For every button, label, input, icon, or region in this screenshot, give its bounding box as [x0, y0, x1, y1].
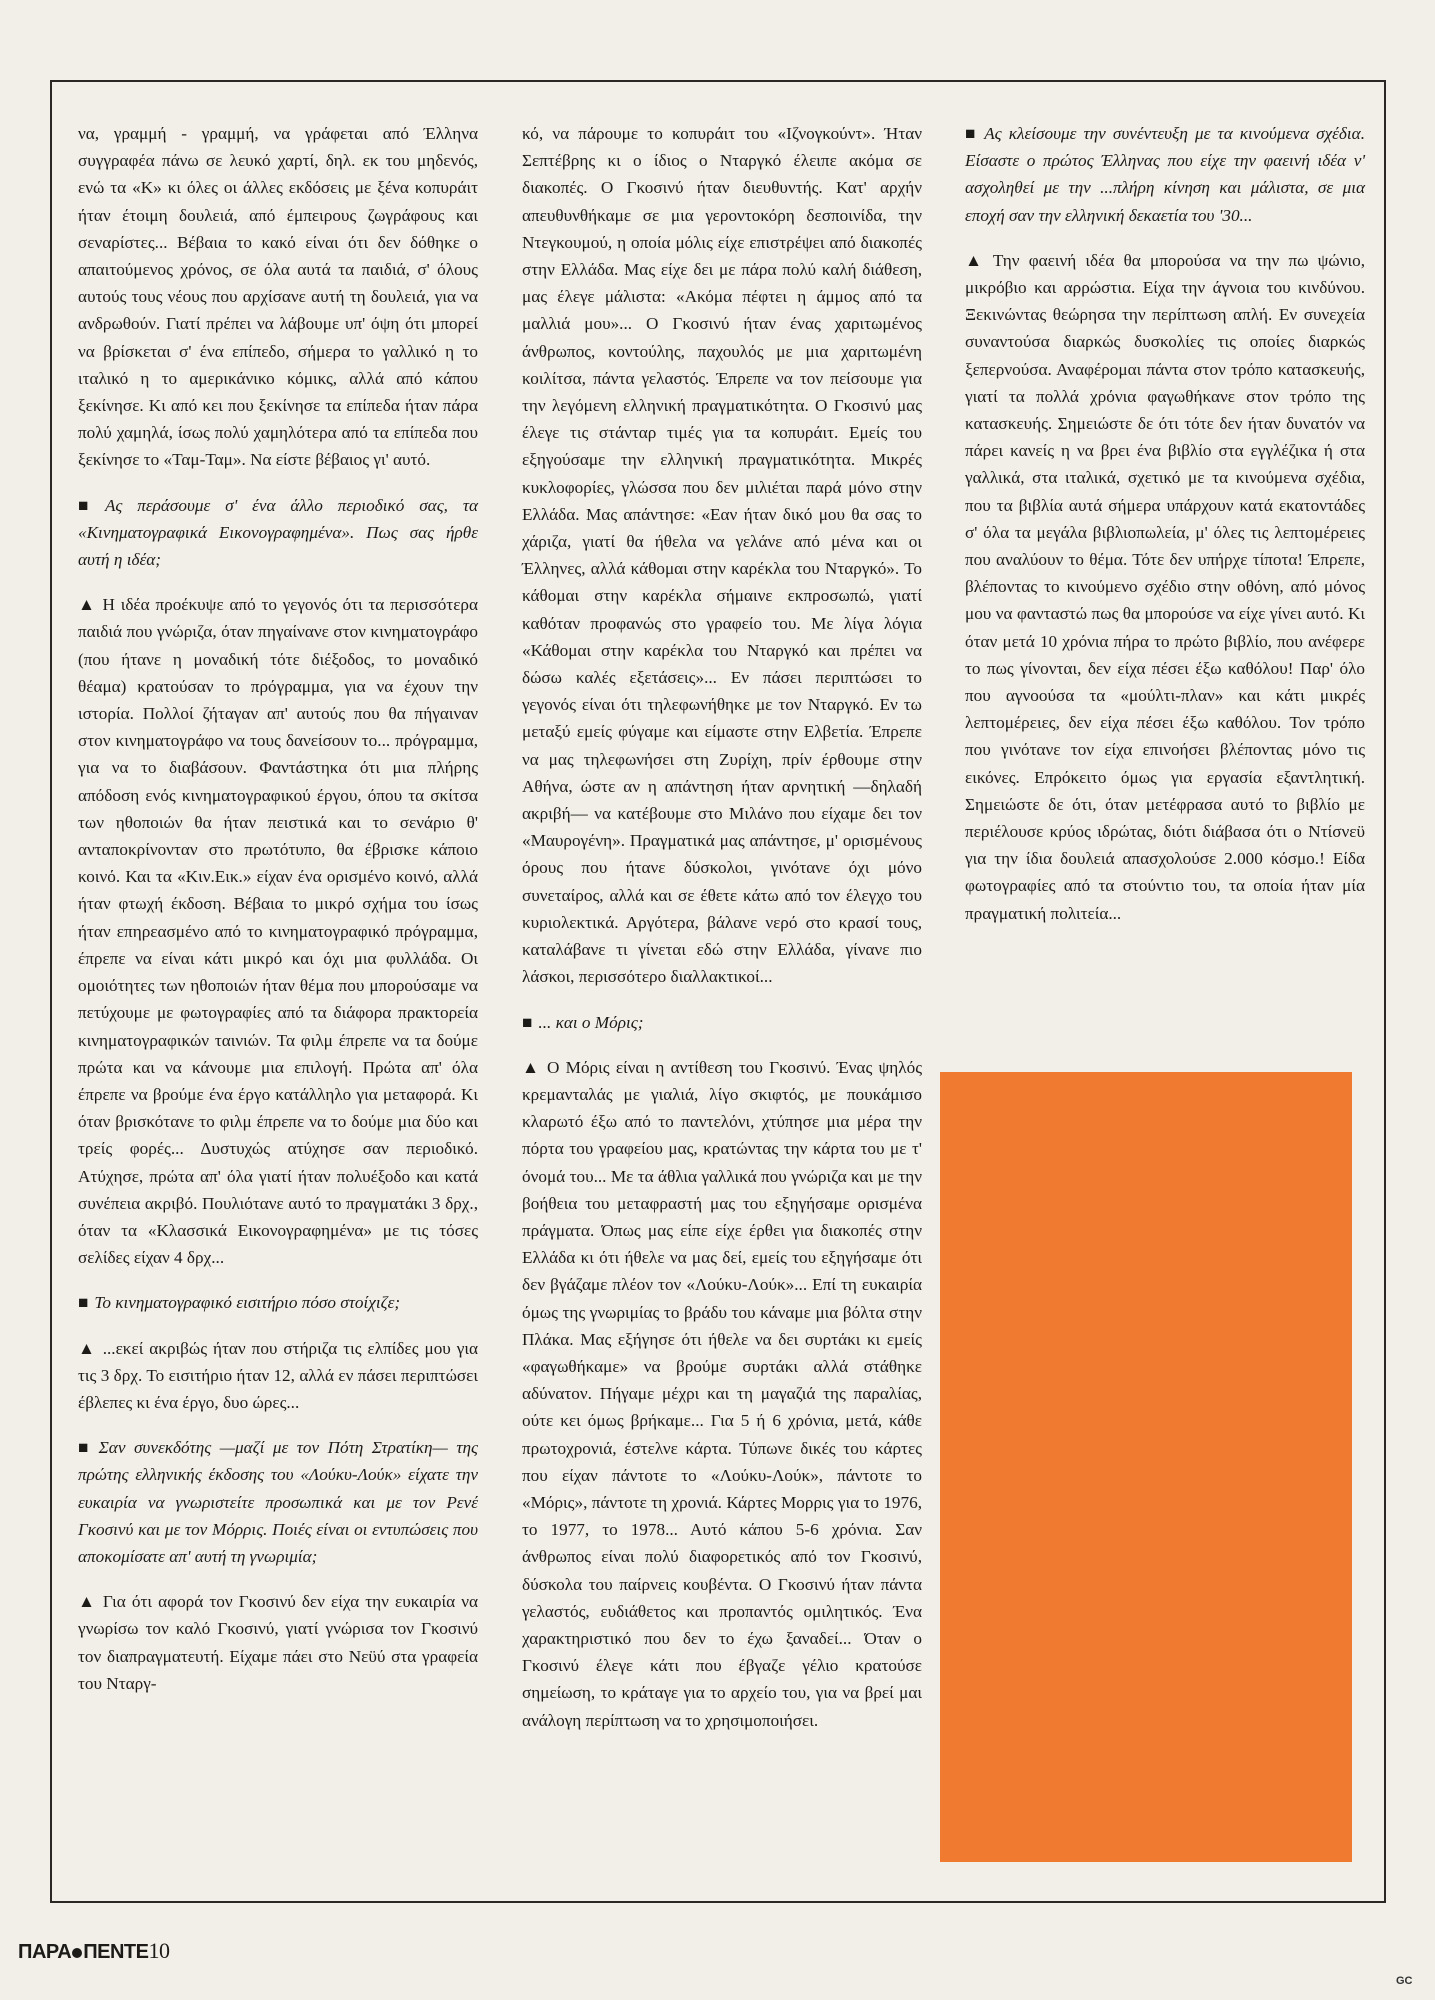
- paragraph-text: Ο Μόρις είναι η αντίθεση του Γκοσινύ. Ένας ψηλός κρεμανταλάς με γιαλιά, λίγο σκιφτός, με πουκάμισο κλαρωτό έξω από το παντελόνι, χτύπησε μια μέρα την πόρτα του γραφείου μας, κρατώντας την κάρτα του με τ' όνομά του... Με τα άθλια γαλλικά που γνώριζα και με την βοήθεια του μεταφραστή μας του εξηγήσαμε ορισμένα πράγματα. Όπως μας είπε είχε έρθει για διακοπές στην Ελλάδα κι ότι ήθελε να μας δεί, εμείς του εξηγήσαμε ότι δεν βγάζαμε πλέον τον «Λούκυ-Λούκ»... Επί τη ευκαιρία όμως της γνωριμίας το βράδυ του κάναμε μια βόλτα στην Πλάκα. Μας εξήγησε ότι ήθελε να δει συρτάκι κι εμείς «φαγωθήκαμε» να βρούμε συρτάκι αλλά στάθηκε αδύνατον. Πήγαμε μέχρι και τη μαγαζιά της παραλίας, ούτε κει όμως βρήκαμε... Για 5 ή 6 χρόνια, μετά, κάθε πρωτοχρονιά, έστελνε κάρτα. Τύπωνε δικές του κάρτες που είχαν πάντοτε το «Λούκυ-Λούκ», πάντοτε το «Μόρις», πάντοτε τη χρονιά. Κάρτες Μορρις για το 1976, το 1977, το 1978... Αυτό κάπου 5-6 χρόνια. Σαν άνθρωπος είναι πολύ διαφορετικός από τον Γκοσινύ, δύσκολα του παίρνεις κουβέντα. Ο Γκοσινύ ήταν πάντα γελαστός, ευδιάθετος και προπαντός ομιλητικός. Ένα χαρακτηριστικό που δεν το έχω ξαναδεί... Όταν ο Γκοσινύ έλεγε κάτι που έβγαζε γέλιο κρατούσε σημείωση, το κράταγε για το αρχείο του, για να βρεί μαι ανάλογη περίπτωση να το χρησιμοποιήσει.: [522, 1057, 922, 1730]
- paragraph-text: Σαν συνεκδότης —μαζί με τον Πότη Στρατίκη— της πρώτης ελληνικής έκδοσης του «Λούκυ-Λούκ» είχατε την ευκαιρία να γνωριστείτε προσωπικά και με τον Ρενέ Γκοσινύ και με τον Μόρρις. Ποιές είναι οι εντυπώσεις που αποκομίσατε απ' αυτή τη γνωριμία;: [78, 1438, 478, 1566]
- paragraph-text: κό, να πάρουμε το κοπυράιτ του «Ιζνογκούντ». Ήταν Σεπτέβρης κι ο ίδιος ο Νταργκό έλειπε ακόμα σε διακοπές. Ο Γκοσινύ ήταν διευθυντής. Κατ' αρχήν απευθυνθήκαμε σε μια γεροντοκόρη δεσποινίδα, την Ντεγκουμού, η οποία μόλις είχε επιστρέψει από διακοπές στην Ελλάδα. Μας είχε δει με πάρα πολύ καλή διάθεση, μας έλεγε μάλιστα: «Ακόμα πέφτει η άμμος από τα μαλλιά μου»... Ο Γκοσινύ ήταν ένας χαριτωμένος άνθρωπος, κοντούλης, παχουλός με μια χαριτωμένη κοιλίτσα, πάντα γελαστός. Έπρεπε να τον πείσουμε για την λεγόμενη ελληνική πραγματικότητα. Ο Γκοσινύ μας έλεγε τις στάνταρ τιμές για τα κοπυράιτ. Εμείς του εξηγούσαμε την ελληνική πραγματικότητα. Μικρές κυκλοφορίες, γλώσσα που δεν μιλιέται παρά μόνο στην Ελλάδα. Μας απάντησε: «Εαν ήταν δικό μου θα σας το χάριζα, γιατί θα ήθελα να γελάνε από μένα και οι Έλληνες, αλλά κάθομαι στην καρέκλα του Νταργκό». Το κάθομαι στην καρέκλα σήμαινε εκπροσωπώ, γιατί καθόταν προφανώς στο γραφείο του. Με λίγα λόγια «Κάθομαι στην καρέκλα του Νταργκό και πρέπει να δώσω καλές εξετάσεις»... Εν πάσει περιπτώσει το γεγονός είναι ότι τηλεφωνήθηκε με τον Νταργκό. Εν τω μεταξύ εμείς φύγαμε και είμαστε στην Ελβετία. Έπρεπε να μας τηλεφωνήσει στη Ζυρίχη, πρίν έρθουμε στην Αθήνα, ώστε αν η απάντηση ήταν αρνητική —δηλαδή ακριβή— να κατέβουμε στο Μιλάνο που είχαμε δει τον «Μαυρογένη». Πραγματικά μας απάντησε, μ' ορισμένους όρους που ήτανε δύσκολοι, γινότανε όχι μόνο συνεταίρος, αλλά και σε έθετε κάτω από τον έλεγχο του κυριολεκτικά. Αργότερα, βάλανε νερό στο κρασί τους, καταλάβανε τι γίνεται εδώ στην Ελλάδα, γίνανε πιο λάσκοι, περισσότερο διαλλακτικοί...: [522, 124, 922, 987]
- text-column-3: [965, 120, 1365, 945]
- col1-paragraph: [78, 1434, 478, 1570]
- col2-paragraph: [522, 1009, 922, 1036]
- paragraph-text: Ας κλείσουμε την συνέντευξη με τα κινούμενα σχέδια. Είσαστε ο πρώτος Έλληνας που είχε την φαεινή ιδέα ν' ασχοληθεί με την ...πλήρη κίνηση και μάλιστα, σε μια εποχή σαν την ελληνική δεκαετία του '30...: [965, 124, 1365, 225]
- paragraph-text: Την φαεινή ιδέα θα μπορούσα να την πω ψώνιο, μικρόβιο και αρρώστια. Είχα την άγνοια του κινδύνου. Ξεκινώντας θεώρησα την περίπτωση απλή. Εν συνεχεία συναντούσα διαρκώς δυσκολίες τις οποίες διαρκώς ξεπερνούσα. Αναφέρομαι πάντα στον τρόπο κατασκευής, γιατί τα πολλά χρόνια φαγωθήκανε στον τρόπο της κατασκευής. Σημειώστε δε ότι τότε δεν ήταν δυνατόν να πάρει κανείς η να βρει ένα βιβλίο στα εγγλέζικα ή στα γαλλικά, στα ιταλικά, σχετικό με τα κινούμενα σχέδια, που τα βιβλία αυτά σήμερα υπάρχουν κατά εκατοντάδες σ' όλα τα μεγάλα βιβλιοπωλεία, μ' όλες τις λεπτομέρειες που αναλύουν το θέμα. Τότε δεν υπήρχε τίποτα! Έπρεπε, βλέποντας το κινούμενο σχέδιο στην οθόνη, από μόνος μου να φανταστώ πως θα μπορούσε να είχε γίνει αυτό. Κι όταν μετά 10 χρόνια πήρα το πρώτο βιβλίο, που ανέφερε το πως γίνονται, δεν είχα πέσει έξω καθόλου! Παρ' όλο που αγνοούσα τα «μούλτι-πλαν» και κάτι μικρές λεπτομέρειες, δεν είχα πέσει έξω καθόλου. Τον τρόπο που γινότανε τον είχα επινοήσει βλέποντας μόνο τις εικόνες. Επρόκειτο όμως για εργασία εξαντλητική. Σημειώστε δε ότι, όταν μετέφρασα αυτό το βιβλίο με περιέλουσε κρύος ιδρώτας, διότι διάβασα ότι ο Ντίσνεϋ για την ίδια δουλειά απασχολούσε 2.000 κόσμο.! Είδα φωτογραφίες από τα στούντιο του, τα οποία ήταν μία πραγματική πολιτεία...: [965, 250, 1365, 923]
- col1-paragraph: [78, 591, 478, 1271]
- col1-paragraph: [78, 1335, 478, 1417]
- page-number: 10: [148, 1938, 170, 1963]
- paragraph-text: Το κινηματογραφικό εισιτήριο πόσο στοίχιζε;: [94, 1293, 401, 1313]
- text-column-1: [78, 120, 478, 1715]
- col3-paragraph: [965, 120, 1365, 229]
- question-marker-icon: ■: [965, 124, 979, 143]
- paragraph-text: Για ότι αφορά τον Γκοσινύ δεν είχα την ευκαιρία να γνωρίσω τον καλό Γκοσινύ, γιατί γνώρισα τον Γκοσινύ τον διαπραγματευτή. Είχαμε πάει στο Νεϋύ στα γραφεία του Νταργ-: [78, 1592, 478, 1693]
- question-marker-icon: ■: [78, 1438, 93, 1458]
- corner-mark: GC: [1396, 1975, 1413, 1987]
- masthead-left: ΠΑΡΑ: [18, 1941, 72, 1963]
- text-column-2: [522, 120, 922, 1752]
- paragraph-text: Η ιδέα προέκυψε από το γεγονός ότι τα περισσότερα παιδιά που γνώριζα, όταν πηγαίνανε στον κινηματογράφο (που ήτανε η μοναδική τότε διέξοδος, το μοναδικό θέαμα) κρατούσαν το πρόγραμμα, για να έχουν την ιστορία. Πολλοί ζήταγαν απ' αυτούς που θα πήγαιναν στον κινηματογράφο να τους δανείσουν το... πρόγραμμα, για να το διαβάσουν. Φαντάστηκα ότι μια πλήρης απόδοση ενός κινηματογραφικού έργου, όπου τα σκίτσα των ηθοποιών θα ήταν πειστικά και το σενάριο θ' ανταποκρίνονταν στο πρωτότυπο, θα έβρισκε κάποιο κοινό. Και τα «Κιν.Εικ.» είχαν ένα ορισμένο κοινό, αλλά ήταν φτωχή έκδοση. Βέβαια το μικρό σχήμα του ίσως ήταν επηρεασμένο από το κινηματογραφικό πρόγραμμα, έπρεπε να είναι κάτι μικρό και όχι μια φυλλάδα. Οι ομοιότητες των ηθοποιών ήταν θέμα που μπορούσαμε να πετύχουμε με φωτογραφίες από τα διάφορα πρακτορεία κινηματογραφικών ταινιών. Τα φιλμ έπρεπε να τα δούμε πρώτα και να κάνουμε μια επιλογή. Πρώτα απ' όλα έπρεπε να βρούμε ένα έργο κατάλληλο για μεταφορά. Κι όταν βρισκότανε το φιλμ έπρεπε να το δούμε μια δύο και τρείς φορές... Δυστυχώς ατύχησε σαν περιοδικό. Ατύχησε, πρώτα απ' όλα γιατί ήταν πολυέξοδο και κατά συνέπεια ακριβό. Πουλιότανε αυτό το πραγματάκι 3 δρχ., όταν τα «Κλασσικά Εικονογραφημένα» με τις τόσες σελίδες είχαν 4 δρχ...: [78, 595, 478, 1268]
- answer-marker-icon: ▲: [78, 1338, 97, 1358]
- footer-masthead: [18, 1938, 169, 1964]
- col2-paragraph: [522, 120, 922, 991]
- answer-marker-icon: ▲: [522, 1057, 541, 1077]
- question-marker-icon: ■: [78, 1293, 89, 1313]
- masthead-right: ΠΕΝΤΕ: [83, 1941, 149, 1963]
- col1-paragraph: [78, 1289, 478, 1316]
- paragraph-text: να, γραμμή - γραμμή, να γράφεται από Έλληνα συγγραφέα πάνω σε λευκό χαρτί, δηλ. εκ του μηδενός, ενώ τα «Κ» κι όλες οι άλλες εκδόσεις με ξένα κοπυράιτ ήταν έτοιμη δουλειά, από έμπειρους ζωγράφους και σεναρίστες... Βέβαια το κακό είναι ότι δεν δόθηκε ο απαιτούμενος χρόνος, σε όλα αυτά τα παιδιά, σ' όλους αυτούς τους νέους που αρχίσανε αυτή τη δουλειά, για να ανδρωθούν. Γιατί πρέπει να λάβουμε υπ' όψη ότι μπορεί να βρίσκεται σ' ένα επίπεδο, σήμερα το γαλλικό η το ιταλικό η το αμερικάνικο κόμικς, αλλά από κάπου ξεκίνησε. Κι από κει που ξεκίνησε τα επίπεδα ήταν πάρα πολύ χαμηλά, ίσως πολύ χαμηλότερα από τα επίπεδα που ξεκίνησε το «Ταμ-Ταμ». Να είστε βέβαιος γι' αυτό.: [78, 124, 478, 470]
- paragraph-text: ... και ο Μόρις;: [538, 1012, 644, 1032]
- question-marker-icon: ■: [78, 495, 99, 515]
- col1-paragraph: [78, 1588, 478, 1697]
- col2-paragraph: [522, 1054, 922, 1734]
- question-marker-icon: ■: [522, 1012, 533, 1032]
- answer-marker-icon: ▲: [965, 250, 987, 270]
- col1-paragraph: [78, 492, 478, 574]
- paragraph-text: Ας περάσουμε σ' ένα άλλο περιοδικό σας, τα «Κινηματογραφικά Εικονογραφημένα». Πως σας ήρθε αυτή η ιδέα;: [78, 495, 478, 570]
- masthead-dot-icon: [72, 1948, 82, 1958]
- answer-marker-icon: ▲: [78, 595, 97, 615]
- paragraph-text: ...εκεί ακριβώς ήταν που στήριζα τις ελπίδες μου για τις 3 δρχ. Το εισιτήριο ήταν 12, αλλά εν πάσει περιπτώσει έβλεπες κι ένα έργο, δυο ώρες...: [78, 1338, 479, 1412]
- orange-image-placeholder: [940, 1072, 1352, 1862]
- col3-paragraph: [965, 247, 1365, 927]
- answer-marker-icon: ▲: [78, 1592, 97, 1612]
- col1-paragraph: [78, 120, 478, 474]
